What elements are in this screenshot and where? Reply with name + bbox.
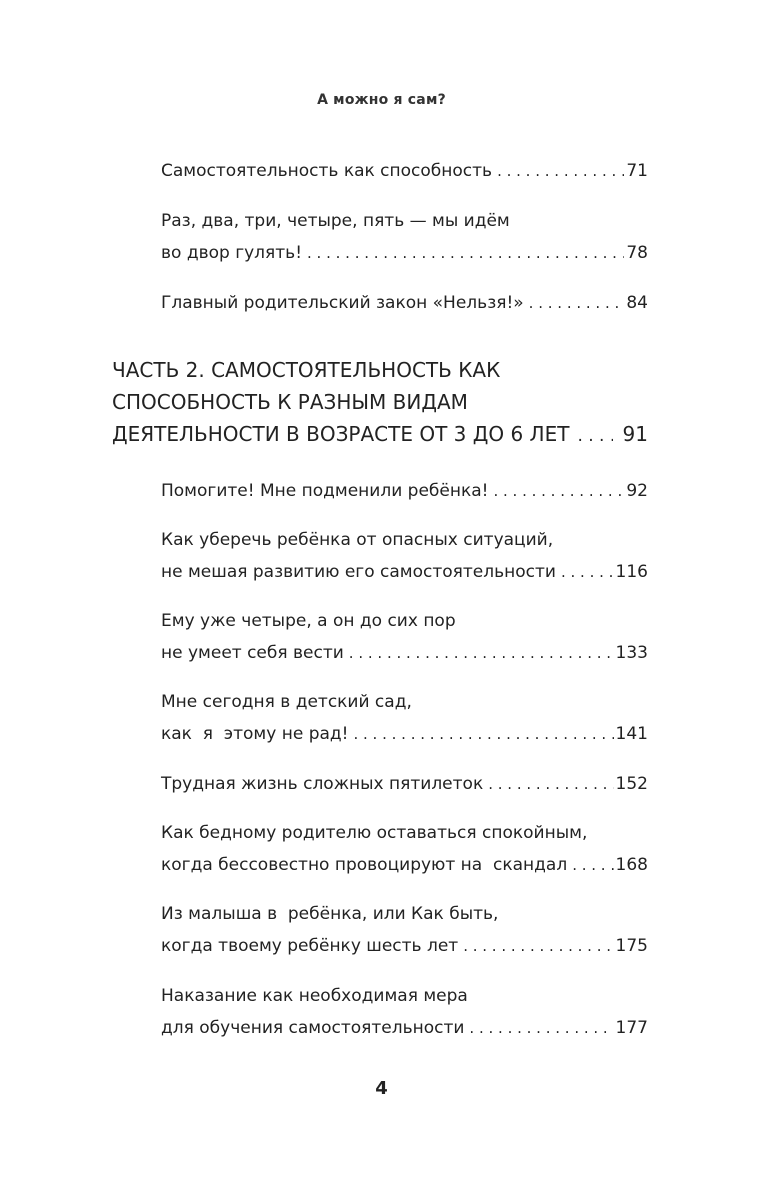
dot-leader: [493, 480, 624, 502]
toc-page-number: 152: [615, 774, 648, 794]
toc-entry-title-cont: не умеет себя вести: [161, 643, 344, 663]
toc-entry-title-cont: когда твоему ребёнку шесть лет: [161, 936, 459, 956]
toc-entry-line: [161, 610, 648, 632]
toc-entry-title-cont: для обучения самостоятельности: [161, 1018, 465, 1038]
toc-page-number: 177: [615, 1018, 648, 1038]
toc-page-number: 78: [626, 243, 648, 263]
toc-page-number: 91: [622, 422, 648, 446]
running-title: А можно я сам?: [317, 92, 446, 108]
toc-part-heading-line: [112, 388, 648, 416]
toc-entry-title: Наказание как необходимая мера: [161, 986, 468, 1006]
dot-leader: [497, 160, 624, 182]
toc-part-title-cont: СПОСОБНОСТЬ К РАЗНЫМ ВИДАМ: [112, 390, 468, 414]
toc-entry: [161, 723, 648, 745]
toc-entry-title: Из малыша в ребёнка, или Как быть,: [161, 904, 499, 924]
toc-page-number: 92: [626, 481, 648, 501]
toc-entry-line: [161, 822, 648, 844]
toc-entry-title-cont: как я этому не рад!: [161, 724, 349, 744]
toc-entry: [161, 561, 648, 583]
toc-entry-title: Самостоятельность как способность: [161, 161, 493, 181]
toc-entry-line: [161, 903, 648, 925]
toc-entry-title: Помогите! Мне подменили ребёнка!: [161, 481, 489, 501]
toc-entry-title: Раз, два, три, четыре, пять — мы идём: [161, 211, 510, 231]
toc-entry-title: Главный родительский закон «Нельзя!»: [161, 293, 524, 313]
dot-leader: [349, 642, 614, 664]
toc-entry-line: [161, 210, 648, 232]
dot-leader: [561, 561, 614, 583]
dot-leader: [469, 1017, 613, 1039]
toc-part-title: ЧАСТЬ 2. САМОСТОЯТЕЛЬНОСТЬ КАК: [112, 358, 501, 382]
toc-entry-title-cont: когда бессовестно провоцируют на скандал: [161, 855, 568, 875]
dot-leader: [577, 420, 612, 450]
toc-page-number: 141: [615, 724, 648, 744]
page-number: 4: [375, 1078, 388, 1099]
dot-leader: [529, 292, 625, 314]
toc-entry: [161, 1017, 648, 1039]
dot-leader: [463, 935, 613, 957]
toc-entry: [161, 160, 648, 182]
dot-leader: [572, 854, 613, 876]
dot-leader: [307, 242, 624, 264]
toc-entry-title: Мне сегодня в детский сад,: [161, 692, 412, 712]
toc-entry-title-cont: не мешая развитию его самостоятельности: [161, 562, 556, 582]
dot-leader: [488, 773, 613, 795]
toc-entry-line: [161, 691, 648, 713]
toc-entry-title: Как уберечь ребёнка от опасных ситуаций,: [161, 530, 554, 550]
toc-entry-line: [161, 529, 648, 551]
toc-entry-title: Трудная жизнь сложных пятилеток: [161, 774, 484, 794]
toc-page-number: 116: [615, 562, 648, 582]
toc-page-number: 133: [615, 643, 648, 663]
toc-entry: [161, 292, 648, 314]
toc-page-number: 175: [615, 936, 648, 956]
dot-leader: [353, 723, 613, 745]
toc-entry: [161, 642, 648, 664]
toc-entry: [161, 773, 648, 795]
toc-part-heading: [112, 420, 648, 448]
toc-page-number: 168: [615, 855, 648, 875]
toc-entry: [161, 935, 648, 957]
toc-entry-title: Как бедному родителю оставаться спокойным,: [161, 823, 588, 843]
toc-entry: [161, 480, 648, 502]
toc-part-heading-line: [112, 356, 648, 384]
toc-entry-title-cont: во двор гулять!: [161, 243, 303, 263]
toc-entry: [161, 854, 648, 876]
toc-entry: [161, 242, 648, 264]
toc-page-number: 71: [626, 161, 648, 181]
toc-entry-line: [161, 985, 648, 1007]
toc-page-number: 84: [626, 293, 648, 313]
toc-entry-title: Ему уже четыре, а он до сих пор: [161, 611, 456, 631]
toc-part-title-cont: ДЕЯТЕЛЬНОСТИ В ВОЗРАСТЕ ОТ 3 ДО 6 ЛЕТ: [112, 422, 570, 446]
